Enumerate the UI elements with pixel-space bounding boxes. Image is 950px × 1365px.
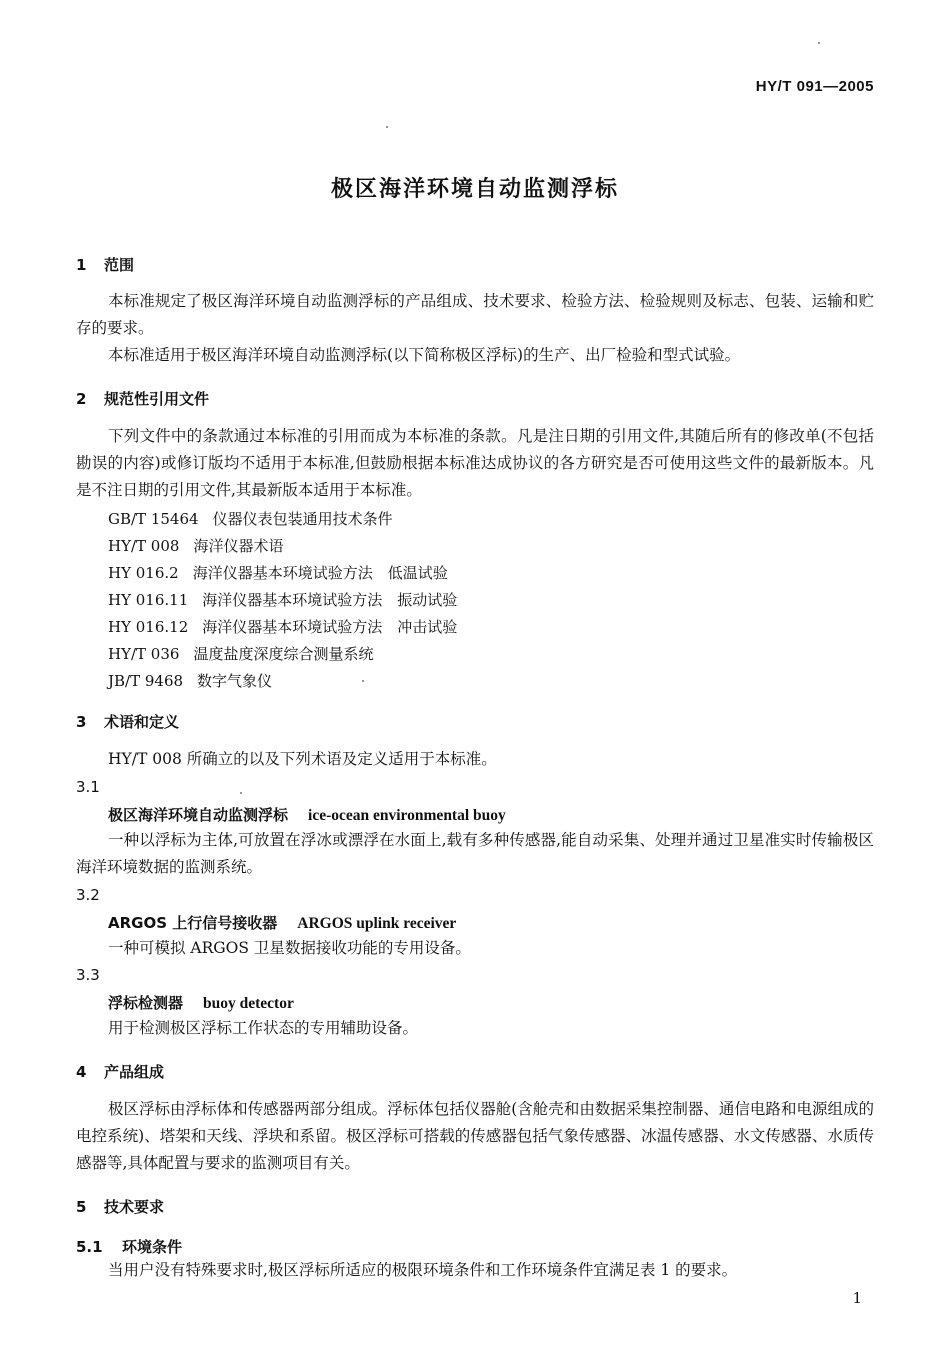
reference-code: HY 016.11 <box>108 591 189 609</box>
subsection-5-1-heading <box>76 1236 182 1257</box>
term-heading <box>108 912 456 933</box>
section-title: 术语和定义 <box>104 713 180 731</box>
scan-speck <box>362 680 364 682</box>
subsection-title: 环境条件 <box>122 1238 183 1256</box>
scan-speck <box>818 42 820 44</box>
reference-code: HY 016.2 <box>108 564 179 582</box>
standard-number: HY/T 091—2005 <box>755 78 874 95</box>
reference-item <box>108 589 457 610</box>
page-number: 1 <box>852 1289 862 1307</box>
term-en: ARGOS uplink receiver <box>297 915 457 932</box>
paragraph: HY/T 008 所确立的以及下列术语及定义适用于本标准。 <box>108 750 497 768</box>
reference-item <box>108 508 393 529</box>
reference-code: JB/T 9468 <box>108 672 184 690</box>
reference-item <box>108 643 373 664</box>
scan-speck <box>240 792 242 794</box>
section-number: 4 <box>76 1063 87 1081</box>
term-zh: 浮标检测器 <box>108 994 184 1012</box>
paragraph: 本标准适用于极区海洋环境自动监测浮标(以下简称极区浮标)的生产、出厂检验和型式试验。 <box>108 346 741 364</box>
term-heading <box>108 804 506 825</box>
term-zh: ARGOS 上行信号接收器 <box>108 914 278 932</box>
term-definition: 一种可模拟 ARGOS 卫星数据接收功能的专用设备。 <box>108 939 471 957</box>
reference-code: HY 016.12 <box>108 618 189 636</box>
term-number: 3.3 <box>76 966 100 984</box>
scan-speck <box>386 126 388 128</box>
reference-item <box>108 562 448 583</box>
reference-item <box>108 616 457 637</box>
section-1-heading <box>76 254 134 275</box>
section-number: 3 <box>76 713 87 731</box>
reference-title: 海洋仪器术语 <box>193 537 284 555</box>
reference-title: 仪器仪表包装通用技术条件 <box>212 510 393 528</box>
subsection-number: 5.1 <box>76 1238 103 1256</box>
reference-title: 温度盐度深度综合测量系统 <box>193 645 374 663</box>
term-definition: 一种以浮标为主体,可放置在浮冰或漂浮在水面上,载有多种传感器,能自动采集、处理并通过卫星准实时传输极区海洋环境数据的监测系统。 <box>76 831 874 876</box>
term-number: 3.1 <box>76 778 100 796</box>
section-title: 产品组成 <box>104 1063 165 1081</box>
reference-code: HY/T 008 <box>108 537 180 555</box>
term-heading <box>108 992 294 1013</box>
paragraph: 本标准规定了极区海洋环境自动监测浮标的产品组成、技术要求、检验方法、检验规则及标志、包装、运输和贮存的要求。 <box>76 292 874 337</box>
reference-title: 海洋仪器基本环境试验方法 低温试验 <box>192 564 448 582</box>
reference-title: 数字气象仪 <box>197 672 273 690</box>
reference-item <box>108 535 283 556</box>
section-number: 5 <box>76 1198 87 1216</box>
reference-code: GB/T 15464 <box>108 510 199 528</box>
section-5-heading <box>76 1196 164 1217</box>
reference-code: HY/T 036 <box>108 645 180 663</box>
term-zh: 极区海洋环境自动监测浮标 <box>108 806 289 824</box>
reference-title: 海洋仪器基本环境试验方法 振动试验 <box>202 591 458 609</box>
term-definition: 用于检测极区浮标工作状态的专用辅助设备。 <box>108 1019 419 1037</box>
term-en: buoy detector <box>203 995 294 1012</box>
term-number: 3.2 <box>76 886 100 904</box>
section-title: 规范性引用文件 <box>104 390 210 408</box>
reference-item <box>108 670 272 691</box>
paragraph: 当用户没有特殊要求时,极区浮标所适应的极限环境条件和工作环境条件宜满足表 1 的要求。 <box>108 1261 738 1279</box>
section-2-heading <box>76 388 209 409</box>
section-3-heading <box>76 711 179 732</box>
paragraph: 极区浮标由浮标体和传感器两部分组成。浮标体包括仪器舱(含舱壳和由数据采集控制器、通信电路和电源组成的电控系统)、塔架和天线、浮块和系留。极区浮标可搭载的传感器包括气象传感器、冰温传感器、水文传感器、水质传感器等,具体配置与要求的监测项目有关。 <box>76 1100 874 1172</box>
paragraph: 下列文件中的条款通过本标准的引用而成为本标准的条款。凡是注日期的引用文件,其随后所有的修改单(不包括勘误的内容)或修订版均不适用于本标准,但鼓励根据本标准达成协议的各方研究是否可使用这些文件的最新版本。凡是不注日期的引用文件,其最新版本适用于本标准。 <box>76 427 874 499</box>
page-title: 极区海洋环境自动监测浮标 <box>330 177 619 202</box>
section-title: 技术要求 <box>104 1198 165 1216</box>
section-number: 1 <box>76 256 87 274</box>
section-number: 2 <box>76 390 87 408</box>
term-en: ice-ocean environmental buoy <box>308 807 506 824</box>
reference-title: 海洋仪器基本环境试验方法 冲击试验 <box>202 618 458 636</box>
section-4-heading <box>76 1061 164 1082</box>
section-title: 范围 <box>104 256 135 274</box>
